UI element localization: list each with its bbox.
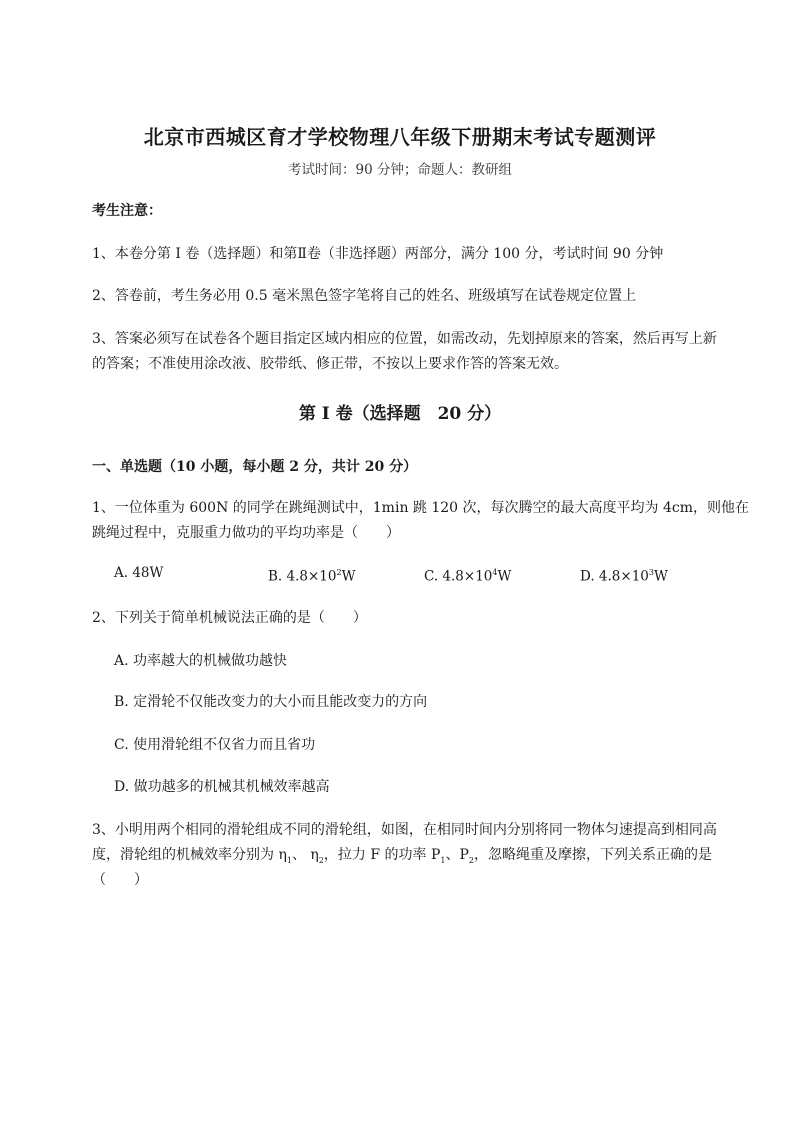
q3-stem-line-3: （ ） — [92, 872, 148, 888]
q1-option-c-unit: W — [497, 568, 512, 585]
notice-item-3-continued: 的答案；不准使用涂改液、胶带纸、修正带，不按以上要求作答的答案无效。 — [92, 356, 568, 372]
q3-text-e: ，忽略绳重及摩擦，下列关系正确的是 — [473, 847, 712, 863]
notice-item-2: 2、答卷前，考生务必用 0.5 毫米黑色签字笔将自己的姓名、班级填写在试卷规定位置上 — [92, 288, 637, 304]
q1-option-d-base: D. 4.8×10 — [580, 568, 649, 585]
q3-stem-line-2 — [92, 844, 716, 872]
q2-option-b: B. 定滑轮不仅能改变力的大小而且能改变力的方向 — [114, 694, 428, 710]
q3-text-c: ，拉力 F 的功率 P — [323, 847, 441, 863]
q3-text-b: 、 η — [291, 847, 319, 863]
q1-stem-line-2: 跳绳过程中，克服重力做功的平均功率是（ ） — [92, 525, 400, 541]
exam-subtitle: 考试时间：90 分钟；命题人：教研组 — [288, 162, 512, 178]
q3-eta1-subscript: 1 — [286, 855, 292, 865]
notice-heading: 考生注意： — [92, 203, 162, 219]
q3-stem-line-1: 3、小明用两个相同的滑轮组成不同的滑轮组，如图，在相同时间内分别将同一物体匀速提高到相同高 — [92, 822, 717, 838]
q1-option-c — [424, 563, 511, 587]
q3-p1-subscript: 1 — [440, 855, 446, 865]
q1-option-d-exponent: 3 — [648, 568, 654, 577]
q2-option-a: A. 功率越大的机械做功越快 — [114, 653, 288, 669]
q1-stem-line-1: 1、一位体重为 600N 的同学在跳绳测试中，1min 跳 120 次，每次腾空的最大高度平均为 4cm，则他在 — [92, 500, 749, 516]
q1-option-a: A. 48W — [114, 565, 164, 581]
section-title: 第 I 卷（选择题 20 分） — [298, 404, 502, 424]
q1-option-d-unit: W — [653, 568, 668, 585]
q3-eta2-subscript: 2 — [318, 855, 324, 865]
q1-option-d — [580, 563, 668, 587]
q1-option-c-exponent: 4 — [492, 568, 498, 577]
q3-text-a: 度，滑轮组的机械效率分别为 η — [92, 847, 287, 863]
q3-p2-subscript: 2 — [468, 855, 474, 865]
q1-option-b-base: B. 4.8×10 — [268, 568, 337, 585]
q1-option-b — [268, 563, 355, 587]
q2-stem: 2、下列关于简单机械说法正确的是（ ） — [92, 610, 367, 626]
q1-option-b-unit: W — [341, 568, 356, 585]
q1-option-c-base: C. 4.8×10 — [424, 568, 493, 585]
q2-option-c: C. 使用滑轮组不仅省力而且省功 — [114, 737, 316, 753]
q1-option-b-exponent: 2 — [336, 568, 342, 577]
notice-item-1: 1、本卷分第 I 卷（选择题）和第Ⅱ卷（非选择题）两部分，满分 100 分，考试时间 90 分钟 — [92, 246, 664, 262]
q2-option-d: D. 做功越多的机械其机械效率越高 — [114, 779, 330, 795]
notice-item-3: 3、答案必须写在试卷各个题目指定区域内相应的位置，如需改动，先划掉原来的答案，然后再写上新 — [92, 331, 717, 347]
exam-title: 北京市西城区育才学校物理八年级下册期末考试专题测评 — [143, 125, 657, 149]
part-heading: 一、单选题（10 小题，每小题 2 分，共计 20 分） — [92, 459, 418, 475]
q3-text-d: 、P — [445, 847, 469, 863]
